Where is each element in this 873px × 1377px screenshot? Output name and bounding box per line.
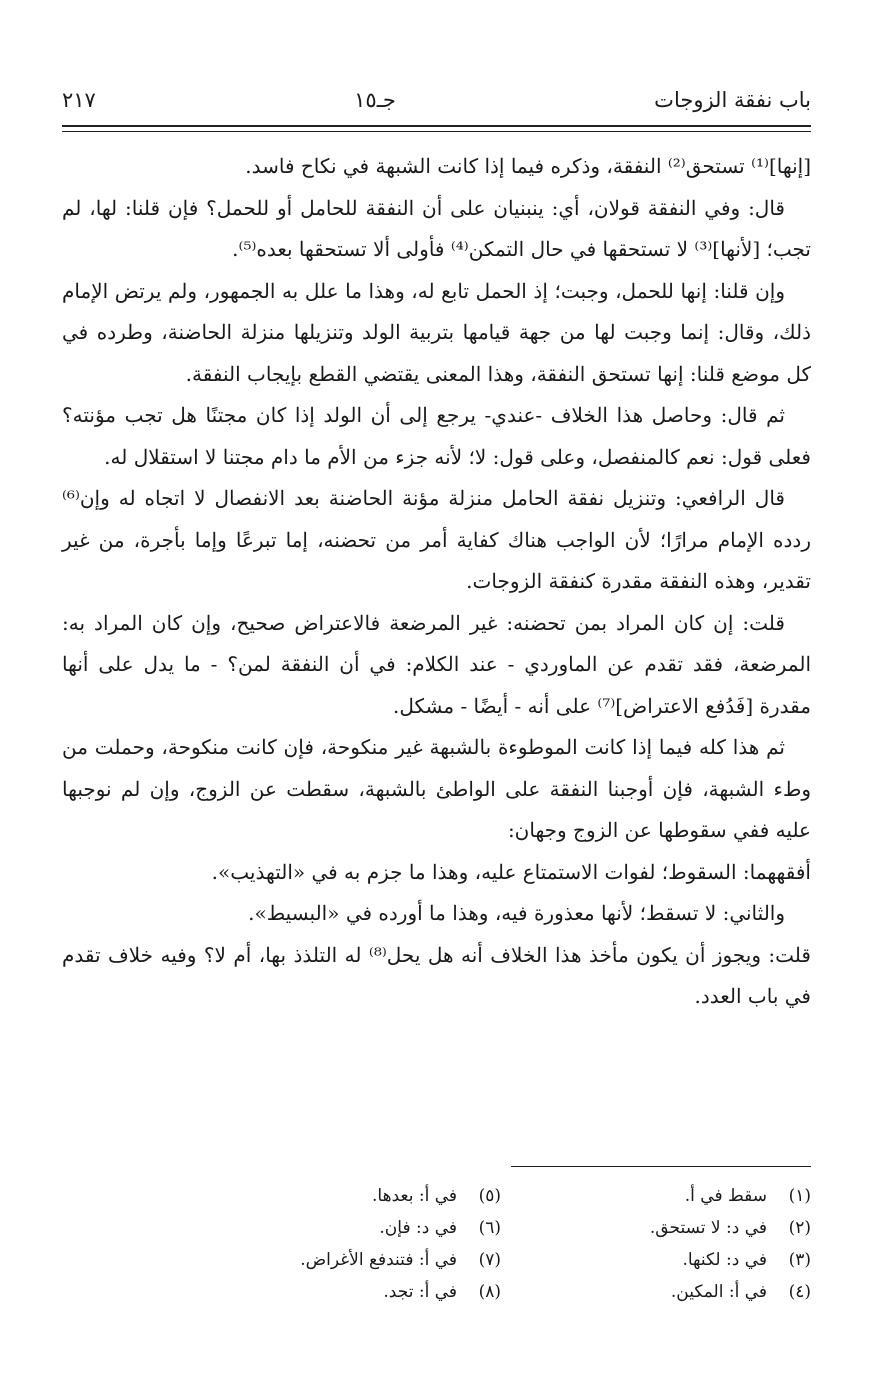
paragraph: قال: وفي النفقة قولان، أي: ينبنيان على أن النفقة للحامل أو للحمل؟ فإن قلنا: لها، لم تجب؛ [لأنها]⁽³⁾ لا تستحقها في حال التمكن⁽⁴⁾ فأولى ألا تستحقها بعده⁽⁵⁾.	[62, 195, 811, 261]
footnote-number: (٧)	[478, 1250, 501, 1270]
paragraph: أفقههما: السقوط؛ لفوات الاستمتاع عليه، وهذا ما جزم به في «التهذيب».	[211, 859, 811, 884]
footnote-item	[191, 1180, 501, 1212]
volume-label: جـ١٥	[354, 88, 396, 112]
main-text	[62, 146, 811, 1018]
paragraph: قلت: ويجوز أن يكون مأخذ هذا الخلاف أنه هل يحل⁽⁸⁾ له التلذذ بها، أم لا؟ وفيه خلاف تقدم في باب العدد.	[62, 942, 811, 1008]
chapter-title: باب نفقة الزوجات	[654, 88, 811, 112]
page-number: ٢١٧	[62, 88, 96, 112]
footnote-number: (٢)	[788, 1218, 811, 1238]
running-header	[62, 80, 811, 120]
footnote-item	[191, 1244, 501, 1276]
footnote-text: في د: لا تستحق.	[649, 1218, 767, 1238]
footnote-item	[501, 1212, 811, 1244]
paragraph: والثاني: لا تسقط؛ لأنها معذورة فيه، وهذا ما أورده في «البسيط».	[248, 901, 785, 925]
paragraph: قال الرافعي: وتنزيل نفقة الحامل منزلة مؤنة الحاضنة بعد الانفصال لا اتجاه له وإن⁽⁶⁾ ردده الإمام مرارًا؛ لأن الواجب هناك كفاية أمر من تحضنه، إما تبرعًا وإما بأجرة، من غير تقدير، وهذه النفقة مقدرة كنفقة الزوجات.	[62, 486, 811, 593]
paragraph: [إنها]⁽¹⁾ تستحق⁽²⁾ النفقة، وذكره فيما إذا كانت الشبهة في نكاح فاسد.	[245, 154, 811, 178]
footnote-separator	[511, 1166, 811, 1167]
footnote-number: (٥)	[478, 1186, 501, 1206]
footnote-text: في أ: فتندفع الأغراض.	[300, 1250, 457, 1270]
footnote-item	[191, 1212, 501, 1244]
footnote-text: في أ: بعدها.	[372, 1186, 457, 1206]
footnote-number: (٣)	[788, 1250, 811, 1270]
footnote-column-left	[191, 1180, 501, 1310]
footnote-number: (٦)	[478, 1218, 501, 1238]
footnote-text: سقط في أ.	[684, 1186, 767, 1206]
footnote-text: في أ: تجد.	[383, 1282, 457, 1302]
paragraph: ثم قال: وحاصل هذا الخلاف -عندي- يرجع إلى أن الولد إذا كان مجتنًا هل تجب مؤنته؟ فعلى قول: نعم كالمنفصل، وعلى قول: لا؛ لأنه جزء من الأم ما دام مجتنا لا استقلال له.	[62, 403, 811, 469]
footnote-text: في د: لكنها.	[682, 1250, 767, 1270]
footnote-item	[501, 1244, 811, 1276]
paragraph: قلت: إن كان المراد بمن تحضنه: غير المرضعة فالاعتراض صحيح، وإن كان المراد به: المرضعة، فقد تقدم عن الماوردي - عند الكلام: في أن النفقة لمن؟ - ما يدل على أنها مقدرة [فَدُفع الاعتراض]⁽⁷⁾ على أنه - أيضًا - مشكل.	[62, 610, 811, 718]
paragraph: وإن قلنا: إنها للحمل، وجبت؛ إذ الحمل تابع له، وهذا ما علل به الجمهور، ولم يرتض الإمام ذلك، وقال: إنما وجبت لها من جهة قيامها بتربية الولد وتنزيلها منزلة الحاضنة، وطرده في كل موضع قلنا: إنها تستحق النفقة، وهذا المعنى يقتضي القطع بإيجاب النفقة.	[62, 278, 811, 386]
footnote-number: (٤)	[788, 1282, 811, 1302]
footnote-number: (١)	[788, 1186, 811, 1206]
footnotes	[191, 1180, 811, 1310]
paragraph: ثم هذا كله فيما إذا كانت الموطوءة بالشبهة غير منكوحة، فإن كانت منكوحة، وحملت من وطء الشبهة، فإن أوجبنا النفقة على الواطئ بالشبهة، سقطت عن الزوج، وإن لم نوجبها عليه ففي سقوطها عن الزوج وجهان:	[62, 735, 811, 842]
footnote-text: في أ: المكين.	[670, 1282, 767, 1302]
footnote-item	[501, 1276, 811, 1308]
footnote-column-right	[501, 1180, 811, 1310]
footnote-item	[191, 1276, 501, 1308]
header-rule-thin	[62, 131, 811, 132]
footnote-item	[501, 1180, 811, 1212]
header-rule-thick	[62, 125, 811, 127]
footnote-text: في د: فإن.	[379, 1218, 457, 1238]
footnote-number: (٨)	[478, 1282, 501, 1302]
